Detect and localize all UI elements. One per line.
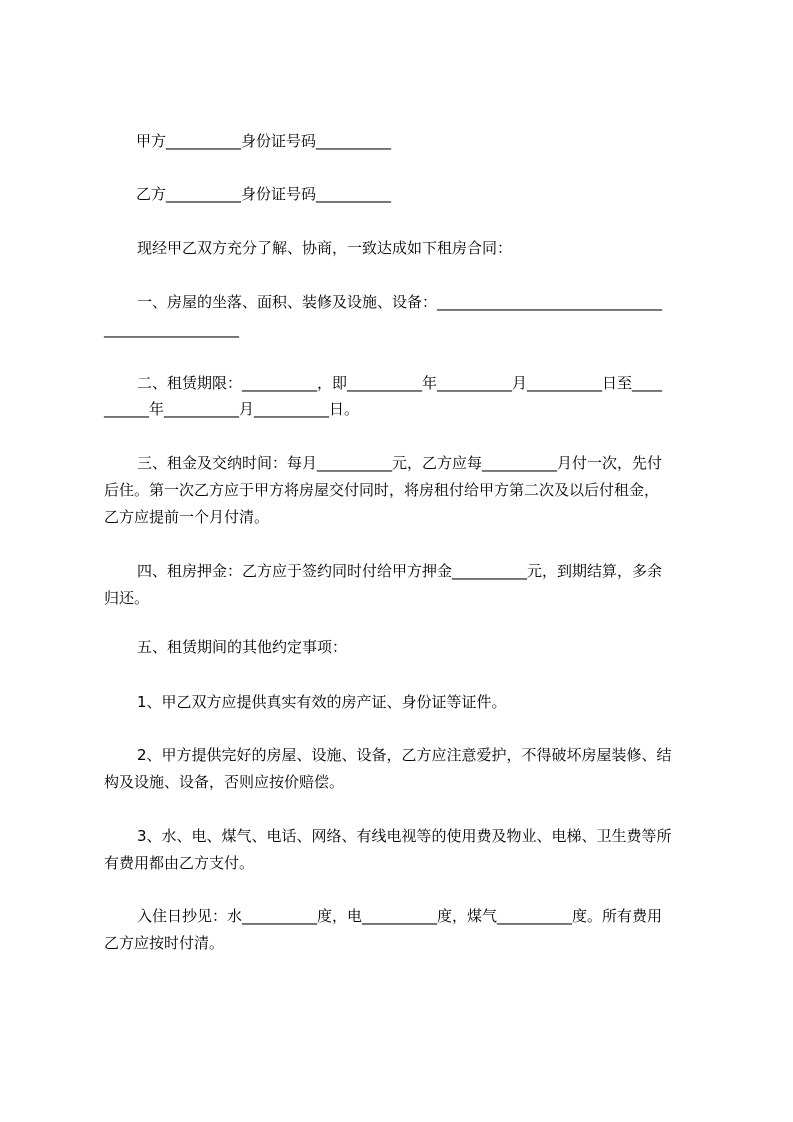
meter-reading-line-1: 入住日抄见：水__________度，电__________度，煤气__________度。所有费用 [137, 907, 663, 925]
intro-line: 现经甲乙双方充分了解、协商，一致达成如下租房合同： [137, 239, 513, 257]
item-2-line-2: 构及设施、设备，否则应按价赔偿。 [104, 773, 345, 791]
item-3-line-1: 3、水、电、煤气、电话、网络、有线电视等的使用费及物业、电梯、卫生费等所 [137, 827, 672, 845]
clause-4-line-2: 归还。 [104, 589, 150, 607]
clause-2-line-1: 二、租赁期限：__________，即__________年__________月__________日至____ [137, 374, 663, 392]
clause-3-line-1: 三、租金及交纳时间：每月__________元，乙方应每__________月付一次，先付 [137, 454, 663, 472]
item-2-line-1: 2、甲方提供完好的房屋、设施、设备，乙方应注意爱护，不得破坏房屋装修、结 [137, 746, 672, 764]
clause-3-line-2: 后住。第一次乙方应于甲方将房屋交付同时，将房租付给甲方第二次及以后付租金， [104, 481, 660, 499]
clause-4-line-1: 四、租房押金：乙方应于签约同时付给甲方押金__________元，到期结算，多余 [137, 562, 663, 580]
party-b-line: 乙方__________身份证号码__________ [136, 185, 392, 203]
item-3-line-2: 有费用都由乙方支付。 [104, 854, 255, 872]
clause-5-heading: 五、租赁期间的其他约定事项： [137, 638, 348, 656]
clause-3-line-3: 乙方应提前一个月付清。 [104, 508, 270, 526]
meter-reading-line-2: 乙方应按时付清。 [104, 934, 225, 952]
party-a-line: 甲方__________身份证号码__________ [136, 132, 392, 150]
item-1-line: 1、甲乙双方应提供真实有效的房产证、身份证等证件。 [137, 693, 507, 711]
clause-1-line-1: 一、房屋的坐落、面积、装修及设施、设备：______________________________ [137, 293, 663, 311]
clause-2-line-2: ______年__________月__________日。 [104, 400, 360, 418]
clause-1-line-2: __________________ [104, 320, 239, 338]
